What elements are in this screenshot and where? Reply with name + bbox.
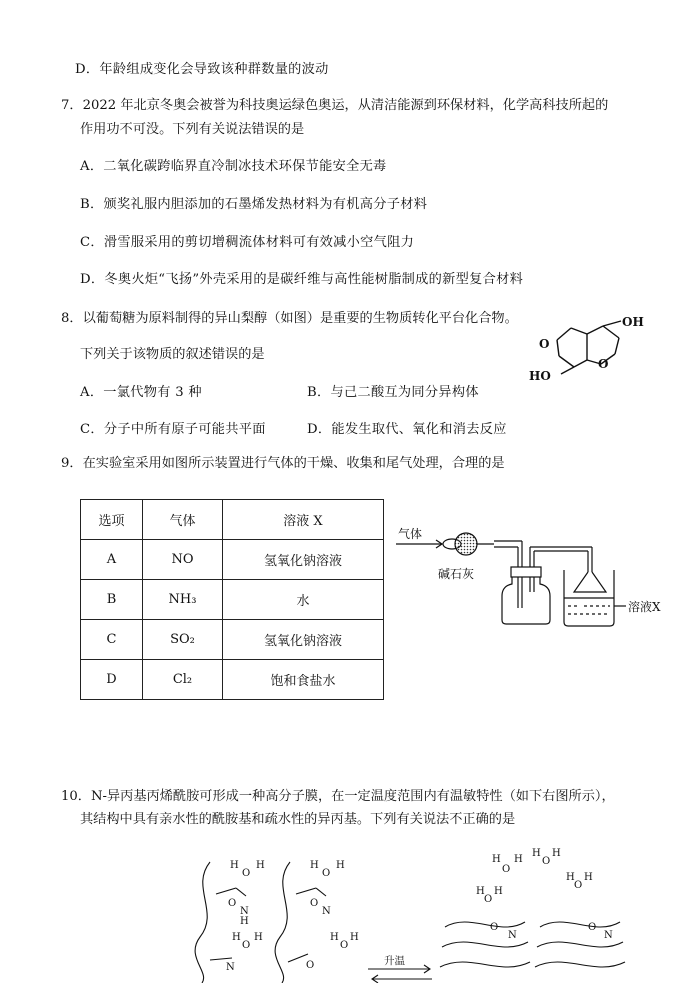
oh-label-top: OH [622, 315, 644, 329]
svg-text:H: H [494, 886, 503, 897]
svg-text:O: O [542, 856, 551, 867]
svg-text:O: O [242, 868, 251, 879]
svg-text:H: H [240, 916, 249, 927]
polymer-thermosensitive-figure [180, 842, 680, 983]
gas-apparatus-diagram [394, 512, 684, 632]
svg-text:O: O [322, 868, 331, 879]
svg-text:H: H [552, 848, 561, 859]
row-gas: SO₂ [143, 620, 223, 660]
svg-text:H: H [492, 854, 501, 865]
header-option: 选项 [81, 500, 143, 540]
q7-option-a: A．二氧化碳跨临界直冷制冰技术环保节能安全无毒 [80, 159, 387, 174]
table-row [81, 540, 384, 580]
table-header-row [81, 500, 384, 540]
soda-lime-label: 碱石灰 [438, 567, 475, 581]
row-gas: NO [143, 540, 223, 580]
row-solution: 氢氧化钠溶液 [223, 620, 384, 660]
q6-option-d: D．年龄组成变化会导致该种群数量的波动 [75, 62, 329, 77]
svg-text:H: H [230, 860, 239, 871]
q7-option-c: C．滑雪服采用的剪切增稠流体材料可有效减小空气阻力 [80, 235, 415, 250]
heating-arrow-label: 升温 [384, 955, 405, 967]
svg-text:N: N [240, 906, 249, 917]
gas-inlet-label: 气体 [398, 527, 423, 541]
svg-text:H: H [232, 932, 241, 943]
ring-oxygen-right: O [598, 357, 609, 371]
svg-text:O: O [306, 960, 315, 971]
svg-text:O: O [490, 922, 499, 933]
row-option: B [81, 580, 143, 620]
svg-text:O: O [310, 898, 319, 909]
svg-text:H: H [310, 860, 319, 871]
q8-stem-line1: 8．以葡萄糖为原料制得的异山梨醇（如图）是重要的生物质转化平台化合物。 [61, 311, 518, 326]
q7-stem-line2: 作用功不可没。下列有关说法错误的是 [80, 122, 305, 137]
svg-text:O: O [228, 898, 237, 909]
svg-text:O: O [340, 940, 349, 951]
row-gas: Cl₂ [143, 660, 223, 700]
q7-option-d: D．冬奥火炬“飞扬”外壳采用的是碳纤维与高性能树脂制成的新型复合材料 [80, 272, 524, 287]
svg-text:N: N [322, 906, 331, 917]
row-option: C [81, 620, 143, 660]
q8-option-a: A．一氯代物有 3 种 [80, 385, 202, 400]
ring-oxygen-left: O [539, 337, 550, 351]
header-gas: 气体 [143, 500, 223, 540]
q7-stem-line1: 7．2022 年北京冬奥会被誉为科技奥运绿色奥运，从清洁能源到环保材料，化学高科技所起的 [61, 98, 609, 113]
q10-stem-line2: 其结构中具有亲水性的酰胺基和疏水性的异丙基。下列有关说法不正确的是 [80, 812, 516, 827]
q10-stem-line1: 10．N-异丙基丙烯酰胺可形成一种高分子膜，在一定温度范围内有温敏特性（如下右图所示）， [61, 789, 615, 804]
row-gas: NH₃ [143, 580, 223, 620]
table-row [81, 620, 384, 660]
svg-text:O: O [484, 894, 493, 905]
svg-text:N: N [604, 930, 613, 941]
table-row [81, 580, 384, 620]
svg-text:H: H [330, 932, 339, 943]
svg-text:H: H [254, 932, 263, 943]
q8-option-b: B．与己二酸互为同分异构体 [307, 385, 479, 400]
svg-text:H: H [584, 872, 593, 883]
svg-text:H: H [476, 886, 485, 897]
svg-text:O: O [588, 922, 597, 933]
q8-stem-line2: 下列关于该物质的叙述错误的是 [80, 347, 265, 362]
q8-option-c: C．分子中所有原子可能共平面 [80, 422, 266, 437]
isosorbide-structure [525, 312, 655, 387]
row-option: A [81, 540, 143, 580]
row-solution: 饱和食盐水 [223, 660, 384, 700]
row-option: D [81, 660, 143, 700]
svg-text:H: H [514, 854, 523, 865]
svg-text:H: H [566, 872, 575, 883]
q9-stem: 9．在实验室采用如图所示装置进行气体的干燥、收集和尾气处理，合理的是 [61, 456, 505, 471]
svg-text:O: O [242, 940, 251, 951]
svg-text:O: O [574, 880, 583, 891]
header-solution: 溶液 X [223, 500, 384, 540]
row-solution: 水 [223, 580, 384, 620]
svg-text:H: H [336, 860, 345, 871]
q7-option-b: B．颁奖礼服内胆添加的石墨烯发热材料为有机高分子材料 [80, 197, 428, 212]
svg-text:N: N [226, 962, 235, 973]
ho-label-bottom: HO [529, 369, 551, 383]
svg-text:H: H [350, 932, 359, 943]
svg-text:H: H [256, 860, 265, 871]
row-solution: 氢氧化钠溶液 [223, 540, 384, 580]
q9-options-table [80, 499, 384, 700]
svg-text:H: H [532, 848, 541, 859]
solution-x-label: 溶液X [628, 600, 661, 614]
svg-text:O: O [502, 864, 511, 875]
table-row [81, 660, 384, 700]
svg-text:N: N [508, 930, 517, 941]
q8-option-d: D．能发生取代、氧化和消去反应 [307, 422, 507, 437]
